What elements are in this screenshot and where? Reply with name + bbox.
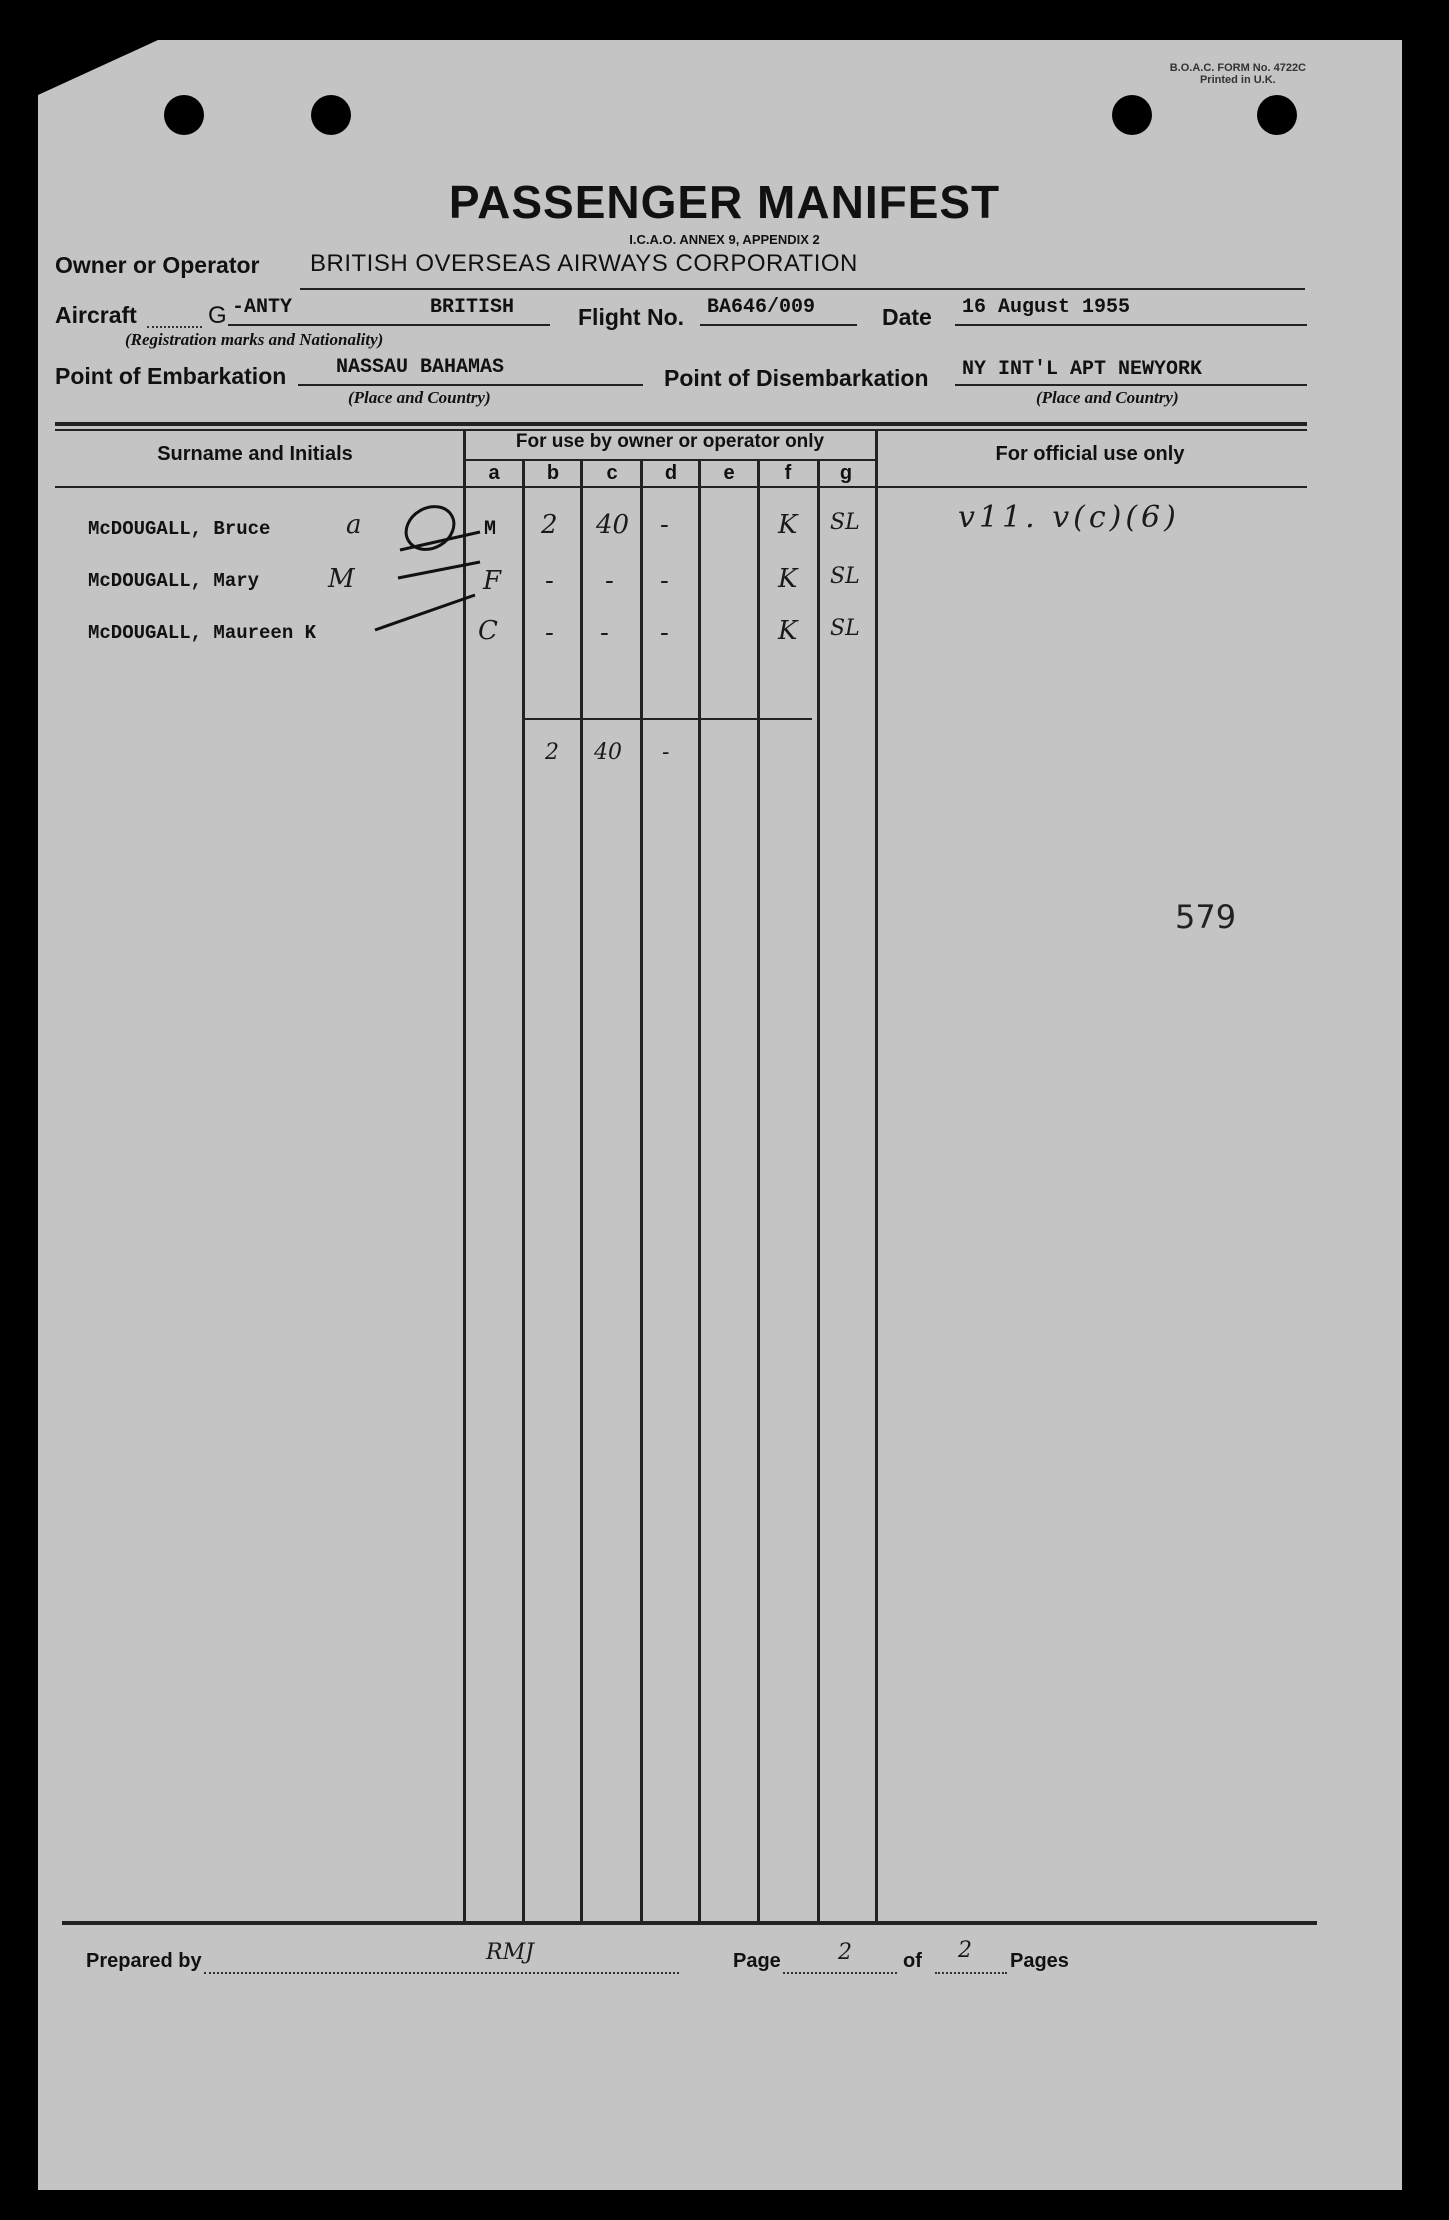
totals-rule	[522, 718, 812, 720]
punch-hole	[1257, 95, 1297, 135]
dotted-line	[783, 1972, 897, 1974]
sub-col-e: e	[723, 462, 735, 484]
embark-note: (Place and Country)	[348, 388, 491, 407]
cell-b: -	[545, 566, 554, 596]
embark-value: NASSAU BAHAMAS	[336, 356, 505, 379]
rule-line	[955, 324, 1307, 326]
disembark-label: Point of Disembarkation	[664, 365, 929, 391]
cell-c: 40	[596, 510, 630, 540]
pages-value: 2	[958, 1938, 972, 1963]
column-divider	[640, 459, 643, 1921]
total-b: 2	[545, 740, 559, 765]
total-d: -	[662, 740, 670, 765]
col-official-header: For official use only	[995, 443, 1185, 465]
page-label: Page	[733, 1950, 781, 1972]
form-number: B.O.A.C. FORM No. 4722C	[1169, 62, 1306, 74]
cell-d: -	[660, 618, 669, 648]
cell-a: C	[478, 616, 498, 646]
rule-line	[228, 324, 550, 326]
stamp-number: 579	[1175, 898, 1237, 936]
header-bottom-rule	[55, 486, 1307, 488]
page-title: PASSENGER MANIFEST	[448, 176, 1001, 228]
date-value: 16 August 1955	[962, 296, 1131, 319]
dotted-line	[935, 1972, 1007, 1974]
flight-label: Flight No.	[578, 304, 685, 330]
cell-a: M	[484, 518, 497, 541]
cell-official: v11. v(c)(6)	[958, 500, 1180, 535]
cell-b: 2	[541, 510, 558, 540]
sub-col-g: g	[839, 462, 853, 484]
aircraft-registration: -ANTY	[232, 296, 293, 319]
owner-underline	[300, 288, 1305, 290]
table-row-name: McDOUGALL, Bruce	[88, 518, 271, 540]
sub-col-d: d	[664, 462, 678, 484]
embark-label: Point of Embarkation	[55, 363, 287, 389]
page-value: 2	[838, 1940, 852, 1965]
handwritten-strokes	[370, 490, 490, 640]
footer-rule	[62, 1921, 1317, 1925]
cell-g: SL	[830, 510, 860, 535]
disembark-note: (Place and Country)	[1036, 388, 1179, 407]
dotted-line	[147, 326, 202, 328]
date-label: Date	[882, 304, 932, 330]
col-operator-header: For use by owner or operator only	[515, 431, 825, 452]
cell-f: K	[778, 616, 798, 646]
punch-hole	[311, 95, 351, 135]
cell-c: -	[605, 566, 614, 596]
aircraft-nationality: BRITISH	[430, 296, 515, 319]
cell-c: -	[600, 618, 609, 648]
prepared-label: Prepared by	[86, 1950, 202, 1972]
form-number-block	[1170, 62, 1306, 86]
prepared-value: RMJ	[486, 1940, 534, 1965]
cell-g: SL	[830, 616, 860, 641]
column-divider	[463, 429, 466, 1921]
pages-label: Pages	[1010, 1950, 1069, 1972]
aircraft-label: Aircraft	[55, 302, 137, 328]
rule-line	[700, 324, 857, 326]
owner-label: Owner or Operator	[55, 252, 260, 278]
sub-col-f: f	[784, 462, 792, 484]
table-row-initial: a	[346, 510, 362, 540]
column-divider	[698, 459, 701, 1921]
owner-value: BRITISH OVERSEAS AIRWAYS CORPORATION	[310, 250, 858, 277]
table-top-rule	[55, 422, 1307, 426]
sub-col-b: b	[546, 462, 560, 484]
cell-a: F	[483, 566, 502, 596]
cell-b: -	[545, 618, 554, 648]
column-divider	[522, 459, 525, 1921]
table-row-name: McDOUGALL, Maureen K	[88, 622, 317, 644]
dotted-line	[204, 1972, 679, 1974]
cell-d: -	[660, 566, 669, 596]
column-divider	[757, 459, 760, 1921]
column-divider	[875, 429, 878, 1921]
printed-in: Printed in U.K.	[1199, 74, 1276, 86]
disembark-value: NY INT'L APT NEWYORK	[962, 358, 1203, 381]
cell-f: K	[778, 564, 798, 594]
aircraft-note: (Registration marks and Nationality)	[125, 330, 384, 349]
flight-value: BA646/009	[707, 296, 816, 319]
sub-col-c: c	[606, 462, 618, 484]
page-subtitle: I.C.A.O. ANNEX 9, APPENDIX 2	[629, 232, 820, 247]
torn-corner	[38, 40, 158, 95]
cell-g: SL	[830, 564, 860, 589]
punch-hole	[164, 95, 204, 135]
of-label: of	[903, 1950, 922, 1972]
table-row-name: McDOUGALL, Mary	[88, 570, 260, 592]
rule-line	[955, 384, 1307, 386]
column-divider	[817, 459, 820, 1921]
col-name-header: Surname and Initials	[157, 443, 353, 465]
sub-col-a: a	[488, 462, 500, 484]
punch-hole	[1112, 95, 1152, 135]
cell-f: K	[778, 510, 798, 540]
column-divider	[580, 459, 583, 1921]
table-row-initial: M	[328, 564, 355, 594]
total-c: 40	[594, 740, 622, 765]
cell-d: -	[660, 510, 669, 540]
rule-line	[298, 384, 643, 386]
aircraft-prefix: G	[208, 302, 227, 329]
